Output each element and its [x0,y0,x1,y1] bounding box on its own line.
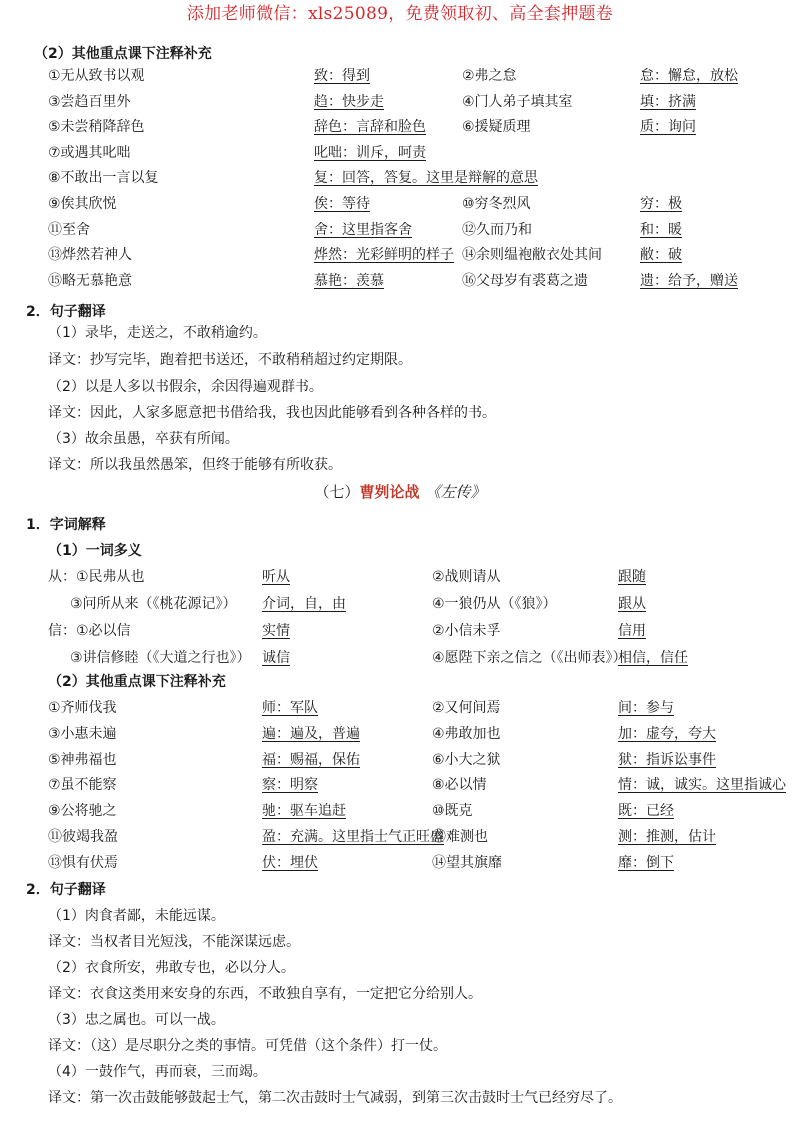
note-gloss: 介词，自，由 [262,596,346,612]
note-gloss: 师：军队 [262,700,318,716]
note-phrase: ⑪至舍 [48,221,90,238]
translation-heading: 2．句子翻译 [26,304,106,320]
translation: 译文：抄写完毕，跑着把书送还，不敢稍稍超过约定期限。 [48,352,412,368]
note-gloss: 伏：埋伏 [262,854,318,871]
translation: 译文：衣食这类用来安身的东西，不敢独自享有，一定把它分给别人。 [48,986,482,1002]
note-phrase: ③问所从来（《桃花源记》） [70,596,237,612]
note-gloss: 趋：快步走 [314,93,384,110]
note-phrase: 从：①民弗从也 [48,569,145,585]
note-phrase: ⑦或遇其叱咄 [48,144,131,161]
translation: 译文：所以我虽然愚笨，但终于能够有所收获。 [48,457,342,473]
note-gloss: 察：明察 [262,777,318,794]
note-gloss: 怠：懈怠，放松 [640,68,738,84]
note-gloss: 信用 [618,623,646,639]
note-phrase: 信：①必以信 [48,623,131,639]
lesson-name: 曹刿论战 [359,483,420,501]
note-phrase: ⑫难测也 [432,829,488,845]
translation: 译文：因此，人家多愿意把书借给我，我也因此能够看到各种各样的书。 [48,405,496,421]
note-gloss: 实情 [262,623,290,639]
note-phrase: ⑧不敢出一言以复 [48,170,159,187]
note-phrase: ⑭余则缊袍敝衣处其间 [462,247,602,264]
note-gloss: 跟从 [618,596,646,612]
note-phrase: ④愿陛下亲之信之（《出师表》） [432,650,627,666]
translation: 译文：（这）是尽职分之类的事情。可凭借（这个条件）打一仗。 [48,1038,447,1054]
note-phrase: ⑥援疑质理 [462,119,531,136]
note-gloss: 福：赐福，保佑 [262,751,360,768]
note-gloss: 慕艳：羡慕 [314,272,384,289]
note-gloss: 质：询问 [640,119,696,136]
note-phrase: ②又何间焉 [432,700,501,716]
note-phrase: ③讲信修睦（《大道之行也》） [70,650,251,666]
note-phrase: ⑯父母岁有裘葛之遗 [462,272,588,289]
note-gloss: 诚信 [262,650,290,666]
sentence: （3）故余虽愚，卒获有所闻。 [48,431,239,447]
note-phrase: ④门人弟子填其室 [462,93,573,110]
note-gloss: 复：回答，答复。这里是辩解的意思 [314,170,538,187]
note-phrase: ⑫久而乃和 [462,221,532,238]
note-phrase: ③尝趋百里外 [48,93,131,110]
note-gloss: 穷：极 [640,196,682,212]
note-phrase: ⑩既克 [432,803,473,820]
note-gloss: 遗：给予，赠送 [640,272,738,289]
note-phrase: ⑤神弗福也 [48,751,117,768]
sentence: （1）肉食者鄙，未能远谋。 [48,908,225,924]
note-gloss: 相信，信任 [618,650,688,666]
note-gloss: 和：暖 [640,221,682,238]
note-phrase: ⑧必以情 [432,777,487,794]
note-gloss: 烨然：光彩鲜明的样子 [314,247,454,264]
note-phrase: ⑩穷冬烈风 [462,196,531,212]
polysemy-heading: （1）一词多义 [48,543,142,559]
note-phrase: ⑮略无慕艳意 [48,272,132,289]
note-gloss: 叱咄：训斥，呵责 [314,144,426,161]
note-phrase: ③小惠未遍 [48,725,117,742]
note-gloss: 既：已经 [618,803,674,820]
note-phrase: ②弗之怠 [462,68,517,84]
note-phrase: ⑨公将驰之 [48,803,117,820]
lesson-title [0,482,800,502]
note-gloss: 靡：倒下 [618,854,674,871]
note-gloss: 测：推测，估计 [618,829,716,845]
lesson-number: （七） [314,483,360,501]
translation: 译文：当权者目光短浅，不能深谋远虑。 [48,934,300,950]
note-phrase: ⑦虽不能察 [48,777,117,794]
lesson-source: 《左传》 [425,483,486,501]
note-gloss: 跟随 [618,569,646,585]
translation: 译文：第一次击鼓能够鼓起士气，第二次击鼓时士气减弱，到第三次击鼓时士气已经穷尽了。 [48,1090,622,1106]
note-gloss: 致：得到 [314,68,370,84]
note-gloss: 敝：破 [640,247,682,264]
note-gloss: 间：参与 [618,700,674,716]
note-gloss: 情：诚，诚实。这里指诚心 [618,777,786,794]
note-gloss: 听从 [262,569,290,585]
note-gloss: 舍：这里指客舍 [314,221,412,238]
note-phrase: ①齐师伐我 [48,700,117,716]
note-phrase: ⑭望其旗靡 [432,854,502,871]
note-phrase: ⑤未尝稍降辞色 [48,119,145,136]
notes-heading: （2）其他重点课下注释补充 [48,674,226,690]
note-gloss: 驰：驱车追赶 [262,803,346,820]
sentence: （3）忠之属也。可以一战。 [48,1012,225,1028]
notes-heading: （2）其他重点课下注释补充 [34,46,212,62]
sentence: （2）以是人多以书假余，余因得遍观群书。 [48,379,323,395]
translation-heading: 2．句子翻译 [26,882,106,898]
sentence: （1）录毕，走送之，不敢稍逾约。 [48,325,267,341]
vocab-heading: 1．字词解释 [26,517,106,533]
note-phrase: ①无从致书以观 [48,68,145,84]
note-phrase: ⑬烨然若神人 [48,247,132,264]
note-phrase: ⑬惧有伏焉 [48,854,118,871]
note-phrase: ⑨俟其欣悦 [48,196,117,212]
sentence: （4）一鼓作气，再而衰，三而竭。 [48,1064,267,1080]
note-gloss: 俟：等待 [314,196,370,212]
note-phrase: ②战则请从 [432,569,501,585]
note-phrase: ②小信未孚 [432,623,501,639]
sentence: （2）衣食所安，弗敢专也，必以分人。 [48,960,295,976]
note-phrase: ⑥小大之狱 [432,751,501,768]
note-gloss: 狱：指诉讼事件 [618,751,716,768]
note-gloss: 遍：遍及，普遍 [262,725,360,742]
note-gloss: 加：虚夸，夸大 [618,725,716,742]
note-phrase: ⑪彼竭我盈 [48,829,118,845]
promo-banner: 添加老师微信：xls25089，免费领取初、高全套押题卷 [186,4,614,24]
note-phrase: ④弗敢加也 [432,725,501,742]
note-phrase: ④一狼仍从（《狼》） [432,596,557,612]
note-gloss: 辞色：言辞和脸色 [314,119,426,136]
note-gloss: 填：挤满 [640,93,696,110]
note-gloss: 盈：充满。这里指士气正旺盛 [262,829,444,845]
